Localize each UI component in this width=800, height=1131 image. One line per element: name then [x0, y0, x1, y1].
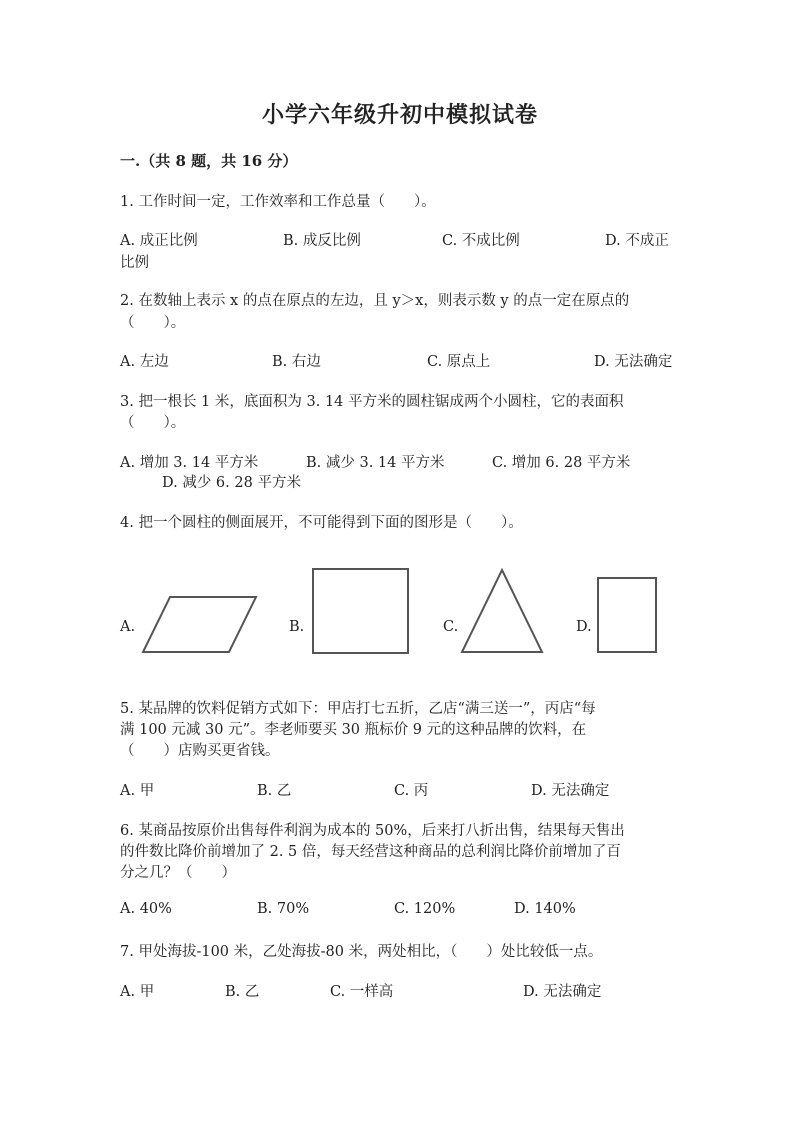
question-4-figures [0, 560, 800, 670]
question-7-option-a: A. 甲 [120, 984, 155, 1000]
question-3-option-d: D. 减少 6. 28 平方米 [162, 475, 301, 491]
parallelogram-figure [143, 597, 256, 652]
question-6-option-c: C. 120% [394, 901, 456, 917]
question-5-option-c: C. 丙 [394, 783, 429, 799]
question-2-option-d: D. 无法确定 [594, 354, 673, 370]
question-6-option-b: B. 70% [257, 901, 310, 917]
question-5-option-b: B. 乙 [257, 783, 292, 799]
question-2-option-b: B. 右边 [272, 354, 321, 370]
question-1-option-c: C. 不成比例 [442, 233, 520, 249]
question-5-line-3: （ ）店购买更省钱。 [120, 743, 280, 759]
square-figure [313, 569, 408, 653]
question-4-option-b: B. [289, 619, 305, 635]
question-6-line-2: 的件数比降价前增加了 2. 5 倍，每天经营这种商品的总利润比降价前增加了百 [120, 844, 621, 860]
question-6-option-a: A. 40% [120, 901, 172, 917]
question-7-line-1: 7. 甲处海拔-100 米，乙处海拔-80 米，两处相比，（ ）处比较低一点。 [120, 944, 603, 960]
question-1-line-1: 1. 工作时间一定，工作效率和工作总量（ ）。 [120, 194, 436, 210]
page-title: 小学六年级升初中模拟试卷 [261, 102, 538, 128]
question-2-line-2: （ ）。 [120, 315, 186, 331]
question-3-option-c: C. 增加 6. 28 平方米 [492, 455, 631, 471]
question-6-option-d: D. 140% [514, 901, 576, 917]
question-1-option-b: B. 成反比例 [283, 233, 361, 249]
question-7-option-c: C. 一样高 [330, 984, 394, 1000]
question-4-option-a: A. [120, 619, 136, 635]
triangle-figure [462, 570, 542, 652]
question-4-line-1: 4. 把一个圆柱的侧面展开，不可能得到下面的图形是（ ）。 [120, 515, 523, 531]
question-4-option-c: C. [443, 619, 459, 635]
question-6-line-1: 6. 某商品按原价出售每件利润为成本的 50%，后来打八折出售，结果每天售出 [120, 823, 625, 839]
question-2-option-c: C. 原点上 [427, 354, 491, 370]
question-5-option-d: D. 无法确定 [531, 783, 610, 799]
question-4-option-d: D. [576, 619, 592, 635]
question-5-option-a: A. 甲 [120, 783, 155, 799]
question-7-option-b: B. 乙 [225, 984, 260, 1000]
question-3-line-1: 3. 把一根长 1 米，底面积为 3. 14 平方米的圆柱锯成两个小圆柱，它的表面积 [120, 394, 624, 410]
question-1-option-a: A. 成正比例 [120, 233, 198, 249]
question-1-option-d-wrap: 比例 [120, 255, 149, 271]
question-7-option-d: D. 无法确定 [523, 984, 602, 1000]
question-1-option-d: D. 不成正 [605, 233, 669, 249]
question-2-option-a: A. 左边 [120, 354, 169, 370]
question-5-line-2: 满 100 元减 30 元”。李老师要买 30 瓶标价 9 元的这种品牌的饮料，在 [120, 722, 587, 738]
question-5-line-1: 5. 某品牌的饮料促销方式如下：甲店打七五折，乙店“满三送一”，丙店“每 [120, 701, 596, 717]
question-2-line-1: 2. 在数轴上表示 x 的点在原点的左边，且 y＞x，则表示数 y 的点一定在原点的 [120, 293, 630, 309]
question-6-line-3: 分之几？（ ） [120, 865, 236, 881]
question-3-option-a: A. 增加 3. 14 平方米 [120, 455, 259, 471]
question-3-line-2: （ ）。 [120, 415, 186, 431]
question-3-option-b: B. 减少 3. 14 平方米 [306, 455, 445, 471]
section-heading: 一.（共 8 题，共 16 分） [120, 152, 298, 170]
rectangle-figure [598, 578, 656, 652]
